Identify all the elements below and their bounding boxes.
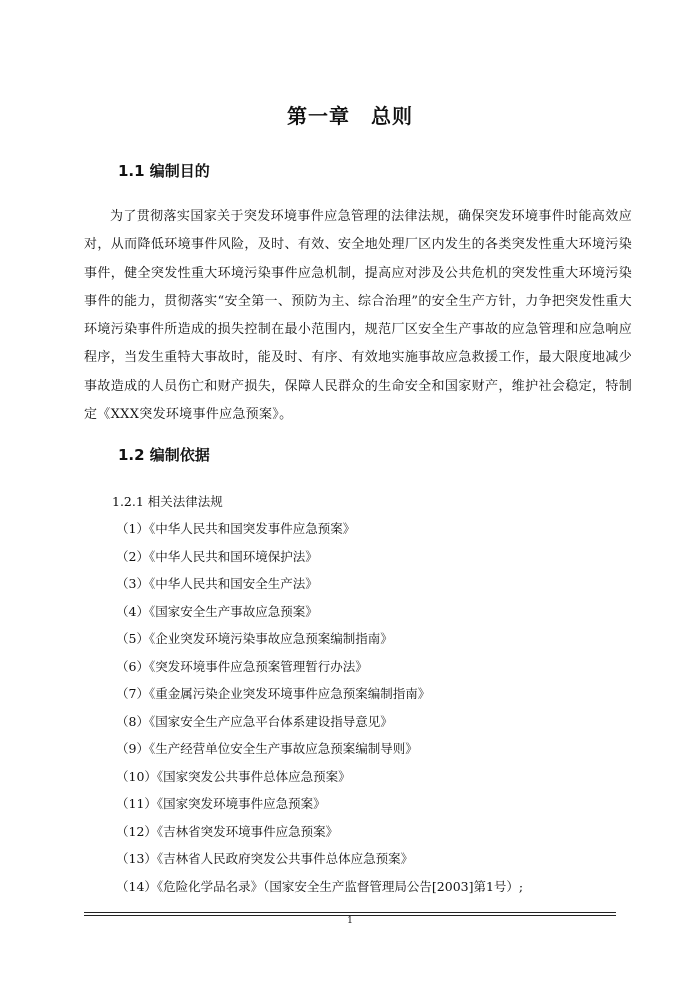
section-heading-purpose: 1.1 编制目的: [118, 162, 210, 180]
page-number: 1: [347, 916, 353, 926]
list-item: （9）《生产经营单位安全生产事故应急预案编制导则》: [116, 741, 418, 756]
law-reference-list: [116, 515, 523, 900]
section-heading-basis: 1.2 编制依据: [118, 446, 210, 464]
chapter-title: 第一章 总则: [287, 104, 413, 128]
list-item: （13）《吉林省人民政府突发公共事件总体应急预案》: [116, 851, 414, 866]
list-item: （7）《重金属污染企业突发环境事件应急预案编制指南》: [116, 686, 431, 701]
list-item: （10）《国家突发公共事件总体应急预案》: [116, 768, 351, 784]
list-item: （3）《中华人民共和国安全生产法》: [116, 576, 318, 591]
list-item: （11）《国家突发环境事件应急预案》: [116, 796, 326, 811]
list-item: （6）《突发环境事件应急预案管理暂行办法》: [116, 658, 368, 674]
footer-divider: [84, 912, 616, 913]
list-item: （2）《中华人民共和国环境保护法》: [116, 548, 318, 564]
list-item: （4）《国家安全生产事故应急预案》: [116, 603, 318, 619]
list-item: （8）《国家安全生产应急平台体系建设指导意见》: [116, 713, 393, 729]
purpose-paragraph: 为了贯彻落实国家关于突发环境事件应急管理的法律法规，确保突发环境事件时能高效应对，从而降低环境事件风险，及时、有效、安全地处理厂区内发生的各类突发性重大环境污染事件，健全突发性重大环境污染事件应急机制，提高应对涉及公共危机的突发性重大环境污染事件的能力，贯彻落实“安全第一、预防为主、综合治理”的安全生产方针，力争把突发性重大环境污染事件所造成的损失控制在最小范围内，规范厂区安全生产事故的应急管理和应急响应程序，当发生重特大事故时，能及时、有序、有效地实施事故应急救援工作，最大限度地减少事故造成的人员伤亡和财产损失，保障人民群众的生命安全和国家财产，维护社会稳定，特制定《XXX突发环境事件应急预案》。: [84, 209, 632, 423]
subsection-heading-laws: 1.2.1 相关法律法规: [112, 494, 223, 509]
list-item: （14）《危险化学品名录》（国家安全生产监督管理局公告[2003]第1号）;: [116, 878, 524, 894]
list-item: （1）《中华人民共和国突发事件应急预案》: [116, 521, 356, 536]
list-item: （5）《企业突发环境污染事故应急预案编制指南》: [116, 631, 393, 646]
list-item: （12）《吉林省突发环境事件应急预案》: [116, 823, 339, 839]
